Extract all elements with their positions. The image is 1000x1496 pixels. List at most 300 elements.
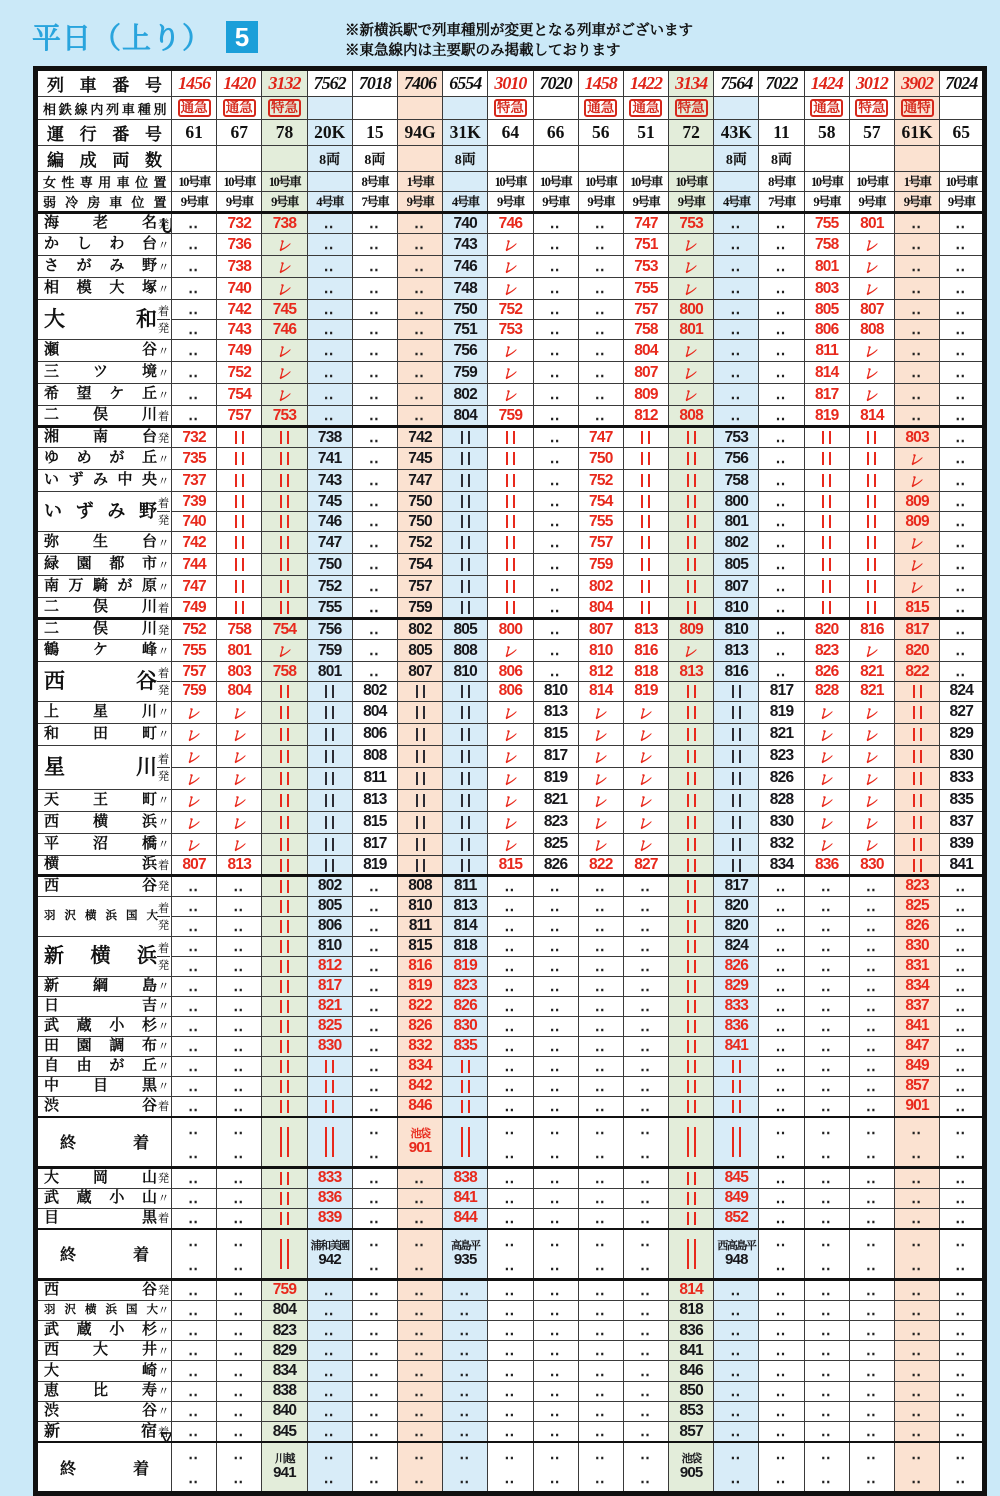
station-cell bbox=[36, 789, 172, 811]
women-only-car-position: 10号車 bbox=[533, 172, 578, 192]
no-service-dots: ‥ bbox=[639, 1037, 652, 1055]
no-service-dots: ‥ bbox=[775, 1017, 788, 1035]
no-service-dots: ‥ bbox=[639, 1281, 652, 1299]
station-name: 大崎 bbox=[44, 1362, 157, 1379]
pass-mark: レ bbox=[275, 259, 293, 277]
no-service-dots: ‥ ‥ bbox=[911, 1446, 924, 1488]
time-value: 830 bbox=[860, 855, 884, 873]
time-value: 814 bbox=[860, 406, 884, 424]
no-service-dots: ‥ bbox=[775, 663, 788, 680]
other-route-mark bbox=[687, 900, 696, 913]
arr-dep-mark: 〃 bbox=[157, 645, 170, 658]
no-service-dots: ‥ ‥ bbox=[955, 1446, 968, 1488]
arr-dep-mark: 〃 bbox=[157, 817, 170, 830]
other-route-mark bbox=[416, 728, 425, 741]
station-name: 西大井 bbox=[44, 1342, 157, 1359]
no-service-dots: ‥ bbox=[233, 1169, 246, 1187]
no-service-dots: ‥ bbox=[911, 407, 924, 424]
no-service-dots: ‥ bbox=[955, 342, 968, 359]
train-type: 通急 bbox=[578, 97, 623, 120]
no-service-dots: ‥ bbox=[368, 386, 381, 403]
other-route-mark bbox=[506, 536, 515, 549]
pass-mark: レ bbox=[862, 814, 881, 833]
arr-dep-mark: 〃 bbox=[157, 537, 170, 550]
time-value: 749 bbox=[182, 598, 206, 616]
no-service-dots: ‥ bbox=[639, 1301, 652, 1319]
pass-mark: レ bbox=[591, 770, 610, 789]
pass-mark: レ bbox=[501, 836, 519, 855]
no-service-dots: ‥ bbox=[594, 1322, 607, 1340]
other-route-mark bbox=[280, 536, 289, 549]
no-service-dots: ‥ bbox=[414, 1209, 427, 1227]
time-value: 802 bbox=[408, 620, 432, 638]
station-cell bbox=[36, 619, 172, 640]
time-value: 816 bbox=[860, 620, 884, 638]
other-route-mark bbox=[687, 1000, 696, 1013]
no-service-dots: ‥ ‥ bbox=[775, 1446, 788, 1488]
no-service-dots: ‥ bbox=[414, 1169, 427, 1187]
no-service-dots: ‥ bbox=[549, 1362, 562, 1380]
other-route-mark bbox=[461, 452, 470, 465]
arr-dep-mark: 〃 bbox=[157, 1193, 170, 1206]
no-service-dots: ‥ bbox=[368, 1209, 381, 1227]
time-value: 823 bbox=[769, 747, 794, 765]
other-route-mark bbox=[506, 580, 515, 593]
station-name: 湘南台 bbox=[44, 429, 157, 445]
no-service-dots: ‥ bbox=[775, 957, 788, 975]
time-value: 826 bbox=[543, 855, 568, 873]
weak-ac-car-position: 4号車 bbox=[307, 192, 352, 213]
time-value: 746 bbox=[272, 320, 297, 338]
no-service-dots: ‥ bbox=[775, 997, 788, 1015]
no-service-dots: ‥ bbox=[730, 321, 743, 338]
no-service-dots: ‥ bbox=[233, 1097, 246, 1115]
no-service-dots: ‥ bbox=[233, 1402, 246, 1420]
time-value: 743 bbox=[317, 471, 342, 489]
no-service-dots: ‥ bbox=[188, 1382, 201, 1400]
no-service-dots: ‥ bbox=[368, 1077, 381, 1095]
train-type bbox=[307, 97, 352, 120]
no-service-dots: ‥ bbox=[775, 556, 788, 573]
time-value: 752 bbox=[408, 533, 432, 551]
train-number: 3132 bbox=[262, 69, 307, 97]
no-service-dots: ‥ bbox=[459, 1423, 472, 1441]
other-route-mark bbox=[913, 706, 922, 719]
no-service-dots: ‥ bbox=[188, 977, 201, 995]
no-service-dots: ‥ bbox=[368, 513, 381, 530]
terminal-row-label-cell bbox=[36, 1229, 172, 1280]
no-service-dots: ‥ bbox=[730, 236, 743, 253]
no-service-dots: ‥ bbox=[865, 1077, 878, 1095]
no-service-dots: ‥ bbox=[865, 1169, 878, 1187]
other-route-mark bbox=[461, 816, 470, 829]
other-route-mark bbox=[687, 495, 696, 508]
no-service-dots: ‥ bbox=[323, 215, 336, 232]
no-service-dots: ‥ bbox=[368, 450, 381, 467]
other-route-mark bbox=[687, 880, 696, 893]
station-cell bbox=[36, 406, 172, 427]
time-value: 805 bbox=[408, 641, 432, 659]
no-service-dots: ‥ bbox=[368, 997, 381, 1015]
no-service-dots: ‥ bbox=[955, 386, 968, 403]
other-route-mark bbox=[280, 431, 289, 444]
time-value: 826 bbox=[814, 662, 839, 680]
no-service-dots: ‥ bbox=[549, 937, 562, 955]
no-service-dots: ‥ bbox=[414, 1423, 427, 1441]
time-value: 824 bbox=[724, 937, 749, 955]
time-value: 747 bbox=[182, 577, 206, 595]
train-type: 特急 bbox=[669, 97, 714, 120]
arr-dep-mark: 〃 bbox=[157, 1406, 170, 1419]
no-service-dots: ‥ bbox=[911, 364, 924, 381]
no-service-dots: ‥ bbox=[955, 493, 968, 510]
station-cell bbox=[36, 896, 172, 936]
train-type: 通急 bbox=[172, 97, 217, 120]
pass-mark: レ bbox=[501, 814, 519, 833]
station-name: 二俣川 bbox=[44, 407, 157, 423]
time-value: 750 bbox=[317, 555, 342, 573]
no-service-dots: ‥ bbox=[368, 621, 381, 638]
pass-mark: レ bbox=[275, 281, 293, 299]
time-value: 815 bbox=[543, 725, 568, 743]
no-service-dots: ‥ bbox=[775, 1301, 788, 1319]
run-number: 72 bbox=[669, 120, 714, 146]
no-service-dots: ‥ bbox=[775, 917, 788, 935]
time-value: 817 bbox=[543, 747, 568, 765]
no-service-dots: ‥ bbox=[504, 1423, 517, 1441]
no-service-dots: ‥ ‥ bbox=[504, 1120, 517, 1162]
no-service-dots: ‥ bbox=[865, 1017, 878, 1035]
no-service-dots: ‥ bbox=[368, 1189, 381, 1207]
no-service-dots: ‥ bbox=[368, 493, 381, 510]
other-route-mark bbox=[461, 728, 470, 741]
time-value: 847 bbox=[905, 1037, 929, 1055]
other-route-mark bbox=[461, 772, 470, 785]
no-service-dots: ‥ bbox=[549, 215, 562, 232]
no-service-dots: ‥ ‥ bbox=[414, 1446, 427, 1488]
pass-mark: レ bbox=[229, 770, 248, 789]
other-route-mark bbox=[913, 750, 922, 763]
time-value: 817 bbox=[363, 835, 387, 853]
no-service-dots: ‥ bbox=[955, 578, 968, 595]
arr-dep-mark: 〃 bbox=[157, 453, 170, 466]
no-service-dots: ‥ bbox=[233, 897, 246, 915]
time-value: 802 bbox=[317, 877, 342, 895]
time-value: 801 bbox=[814, 257, 839, 275]
no-service-dots: ‥ bbox=[911, 1209, 924, 1227]
other-route-mark bbox=[822, 431, 831, 444]
time-value: 853 bbox=[679, 1402, 703, 1420]
no-service-dots: ‥ bbox=[955, 215, 968, 232]
no-service-dots: ‥ bbox=[820, 1402, 833, 1420]
time-value: 810 bbox=[543, 682, 568, 700]
other-route-mark bbox=[641, 474, 650, 487]
other-route-mark bbox=[280, 1060, 289, 1073]
station-cell bbox=[36, 256, 172, 278]
pass-mark: レ bbox=[591, 748, 610, 767]
no-service-dots: ‥ bbox=[549, 1017, 562, 1035]
arr-dep-mark: 〃 bbox=[157, 729, 170, 742]
no-service-dots: ‥ bbox=[911, 1382, 924, 1400]
time-value: 752 bbox=[182, 620, 206, 638]
train-number: 7564 bbox=[714, 69, 759, 97]
no-service-dots: ‥ bbox=[414, 215, 427, 232]
no-service-dots: ‥ bbox=[368, 957, 381, 975]
time-value: 810 bbox=[724, 620, 749, 638]
station-name: 新横浜 bbox=[44, 944, 157, 967]
other-route-mark bbox=[325, 859, 334, 872]
other-route-mark bbox=[506, 558, 515, 571]
no-service-dots: ‥ bbox=[504, 977, 517, 995]
no-service-dots: ‥ bbox=[233, 957, 246, 975]
no-service-dots: ‥ bbox=[368, 342, 381, 359]
arr-dep-marks: 着 発 bbox=[157, 665, 170, 698]
train-number: 3902 bbox=[895, 69, 940, 97]
pass-mark: レ bbox=[591, 704, 610, 723]
train-number: 6554 bbox=[443, 69, 488, 97]
weak-ac-car-position: 4号車 bbox=[443, 192, 488, 213]
time-value: 740 bbox=[227, 279, 252, 297]
no-service-dots: ‥ bbox=[775, 1281, 788, 1299]
weak-ac-car-position: 9号車 bbox=[804, 192, 849, 213]
terminal-row-label-cell bbox=[36, 1442, 172, 1494]
no-service-dots: ‥ bbox=[820, 1362, 833, 1380]
arr-dep-mark: 〃 bbox=[157, 707, 170, 720]
station-cell bbox=[36, 1208, 172, 1229]
pass-mark: レ bbox=[681, 365, 700, 383]
arr-dep-mark: 〃 bbox=[157, 283, 170, 296]
other-route-mark bbox=[461, 1127, 470, 1157]
pass-mark: レ bbox=[817, 770, 836, 789]
no-service-dots: ‥ bbox=[594, 321, 607, 338]
no-service-dots: ‥ bbox=[730, 1382, 743, 1400]
no-service-dots: ‥ bbox=[639, 1169, 652, 1187]
no-service-dots: ‥ bbox=[368, 321, 381, 338]
no-service-dots: ‥ bbox=[955, 957, 968, 975]
time-value: 813 bbox=[543, 703, 568, 721]
other-route-mark bbox=[280, 900, 289, 913]
other-route-mark bbox=[325, 772, 334, 785]
no-service-dots: ‥ bbox=[955, 280, 968, 297]
other-route-mark bbox=[280, 601, 289, 614]
women-only-car-position: 1号車 bbox=[895, 172, 940, 192]
other-route-mark bbox=[506, 601, 515, 614]
other-route-mark bbox=[913, 838, 922, 851]
no-service-dots: ‥ bbox=[594, 997, 607, 1015]
other-route-mark bbox=[732, 1080, 741, 1093]
train-number: 3134 bbox=[669, 69, 714, 97]
time-value: 805 bbox=[453, 620, 477, 638]
row-label-women-only-car: 女性専用車位置 bbox=[43, 175, 166, 190]
time-value: 836 bbox=[317, 1189, 342, 1207]
pass-mark: レ bbox=[907, 579, 926, 597]
no-service-dots: ‥ bbox=[368, 1301, 381, 1319]
other-route-mark bbox=[687, 1080, 696, 1093]
train-type bbox=[352, 97, 397, 120]
other-route-mark bbox=[822, 558, 831, 571]
no-service-dots: ‥ bbox=[549, 997, 562, 1015]
no-service-dots: ‥ bbox=[955, 1301, 968, 1319]
pass-mark: レ bbox=[501, 643, 519, 661]
time-value: 901 bbox=[905, 1097, 929, 1115]
station-name: 西谷 bbox=[44, 669, 157, 694]
time-value: 755 bbox=[814, 214, 839, 232]
run-number: 67 bbox=[217, 120, 262, 146]
time-value: 753 bbox=[272, 406, 297, 424]
no-service-dots: ‥ bbox=[233, 1382, 246, 1400]
no-service-dots: ‥ bbox=[594, 877, 607, 895]
train-type: 特急 bbox=[262, 97, 307, 120]
no-service-dots: ‥ bbox=[639, 1402, 652, 1420]
no-service-dots: ‥ bbox=[549, 342, 562, 359]
note-line-2: ※東急線内は主要駅のみ掲載しております bbox=[345, 42, 621, 59]
no-service-dots: ‥ bbox=[730, 386, 743, 403]
no-service-dots: ‥ bbox=[730, 258, 743, 275]
arr-dep-mark: 〃 bbox=[157, 559, 170, 572]
no-service-dots: ‥ bbox=[368, 364, 381, 381]
no-service-dots: ‥ bbox=[188, 1077, 201, 1095]
no-service-dots: ‥ bbox=[323, 1382, 336, 1400]
station-cell bbox=[36, 598, 172, 619]
car-count: 8両 bbox=[307, 146, 352, 172]
train-number: 1422 bbox=[623, 69, 668, 97]
pass-mark: レ bbox=[862, 792, 881, 811]
no-service-dots: ‥ bbox=[504, 1189, 517, 1207]
time-value: 740 bbox=[453, 214, 477, 232]
other-route-mark bbox=[461, 706, 470, 719]
no-service-dots: ‥ bbox=[820, 1097, 833, 1115]
no-service-dots: ‥ bbox=[549, 472, 562, 489]
other-route-mark bbox=[732, 772, 741, 785]
car-count: 8両 bbox=[759, 146, 804, 172]
other-route-mark bbox=[325, 728, 334, 741]
time-value: 811 bbox=[408, 917, 432, 935]
row-label-car-count: 編成両数 bbox=[47, 151, 162, 170]
no-service-dots: ‥ bbox=[459, 1281, 472, 1299]
station-name: 渋谷 bbox=[44, 1097, 157, 1114]
other-route-mark bbox=[687, 728, 696, 741]
no-service-dots: ‥ bbox=[594, 1402, 607, 1420]
no-service-dots: ‥ ‥ bbox=[368, 1446, 381, 1488]
no-service-dots: ‥ bbox=[775, 513, 788, 530]
other-route-mark bbox=[913, 794, 922, 807]
pass-mark: レ bbox=[862, 836, 881, 855]
train-type: 通特 bbox=[895, 97, 940, 120]
no-service-dots: ‥ bbox=[233, 1281, 246, 1299]
time-value: 759 bbox=[589, 555, 613, 573]
station-cell bbox=[36, 1300, 172, 1320]
no-service-dots: ‥ bbox=[955, 1342, 968, 1360]
other-route-mark bbox=[416, 750, 425, 763]
no-service-dots: ‥ bbox=[639, 1017, 652, 1035]
no-service-dots: ‥ bbox=[188, 1169, 201, 1187]
arr-dep-mark: 〃 bbox=[157, 389, 170, 402]
station-name: 西谷 bbox=[44, 1281, 157, 1298]
no-service-dots: ‥ bbox=[549, 556, 562, 573]
pass-mark: レ bbox=[184, 836, 203, 855]
no-service-dots: ‥ bbox=[955, 1057, 968, 1075]
no-service-dots: ‥ bbox=[233, 877, 246, 895]
header-notes bbox=[345, 22, 693, 61]
time-value: 809 bbox=[905, 492, 929, 510]
no-service-dots: ‥ bbox=[775, 258, 788, 275]
time-value: 827 bbox=[949, 703, 974, 721]
other-route-mark bbox=[280, 859, 289, 872]
time-value: 802 bbox=[589, 577, 613, 595]
car-count bbox=[804, 146, 849, 172]
pass-mark: レ bbox=[184, 770, 203, 789]
time-value: 757 bbox=[408, 577, 432, 595]
other-route-mark bbox=[641, 431, 650, 444]
time-value: 835 bbox=[453, 1037, 477, 1055]
no-service-dots: ‥ bbox=[323, 1342, 336, 1360]
station-cell bbox=[36, 1076, 172, 1096]
station-cell bbox=[36, 1096, 172, 1117]
route-continues-arrow-icon bbox=[161, 217, 172, 234]
time-value: 821 bbox=[317, 997, 342, 1015]
other-route-mark bbox=[687, 1172, 696, 1185]
other-route-mark bbox=[461, 515, 470, 528]
no-service-dots: ‥ bbox=[549, 1423, 562, 1441]
time-value: 747 bbox=[634, 214, 658, 232]
pass-mark: レ bbox=[817, 748, 836, 767]
no-service-dots: ‥ bbox=[955, 1382, 968, 1400]
arr-dep-mark: 〃 bbox=[157, 1386, 170, 1399]
no-service-dots: ‥ bbox=[820, 1342, 833, 1360]
no-service-dots: ‥ bbox=[594, 977, 607, 995]
time-value: 750 bbox=[589, 449, 613, 467]
no-service-dots: ‥ bbox=[865, 977, 878, 995]
time-value: 845 bbox=[724, 1169, 749, 1187]
time-value: 756 bbox=[453, 341, 477, 359]
no-service-dots: ‥ bbox=[323, 407, 336, 424]
no-service-dots: ‥ bbox=[955, 1189, 968, 1207]
no-service-dots: ‥ bbox=[820, 1382, 833, 1400]
time-value: 815 bbox=[408, 937, 432, 955]
other-route-mark bbox=[506, 495, 515, 508]
time-value: 808 bbox=[860, 320, 884, 338]
no-service-dots: ‥ bbox=[865, 917, 878, 935]
time-value: 841 bbox=[453, 1189, 477, 1207]
other-route-mark bbox=[461, 838, 470, 851]
time-value: 810 bbox=[589, 641, 613, 659]
time-value: 759 bbox=[182, 682, 206, 700]
station-cell bbox=[36, 1167, 172, 1188]
time-value: 801 bbox=[317, 662, 342, 680]
run-number: 11 bbox=[759, 120, 804, 146]
no-service-dots: ‥ bbox=[639, 1189, 652, 1207]
no-service-dots: ‥ bbox=[504, 957, 517, 975]
women-only-car-position bbox=[443, 172, 488, 192]
other-route-mark bbox=[506, 452, 515, 465]
time-value: 812 bbox=[317, 957, 342, 975]
other-route-mark bbox=[280, 838, 289, 851]
no-service-dots: ‥ bbox=[188, 937, 201, 955]
other-route-mark bbox=[732, 1060, 741, 1073]
time-value: 826 bbox=[769, 769, 794, 787]
time-value: 806 bbox=[498, 682, 523, 700]
no-service-dots: ‥ bbox=[549, 258, 562, 275]
no-service-dots: ‥ bbox=[775, 877, 788, 895]
no-service-dots: ‥ ‥ bbox=[955, 1120, 968, 1162]
no-service-dots: ‥ ‥ bbox=[820, 1120, 833, 1162]
station-name: 海老名 bbox=[44, 215, 157, 231]
other-route-mark bbox=[687, 558, 696, 571]
time-value: 834 bbox=[905, 977, 929, 995]
time-value: 804 bbox=[272, 1301, 297, 1319]
no-service-dots: ‥ bbox=[549, 1382, 562, 1400]
no-service-dots: ‥ bbox=[911, 1402, 924, 1420]
